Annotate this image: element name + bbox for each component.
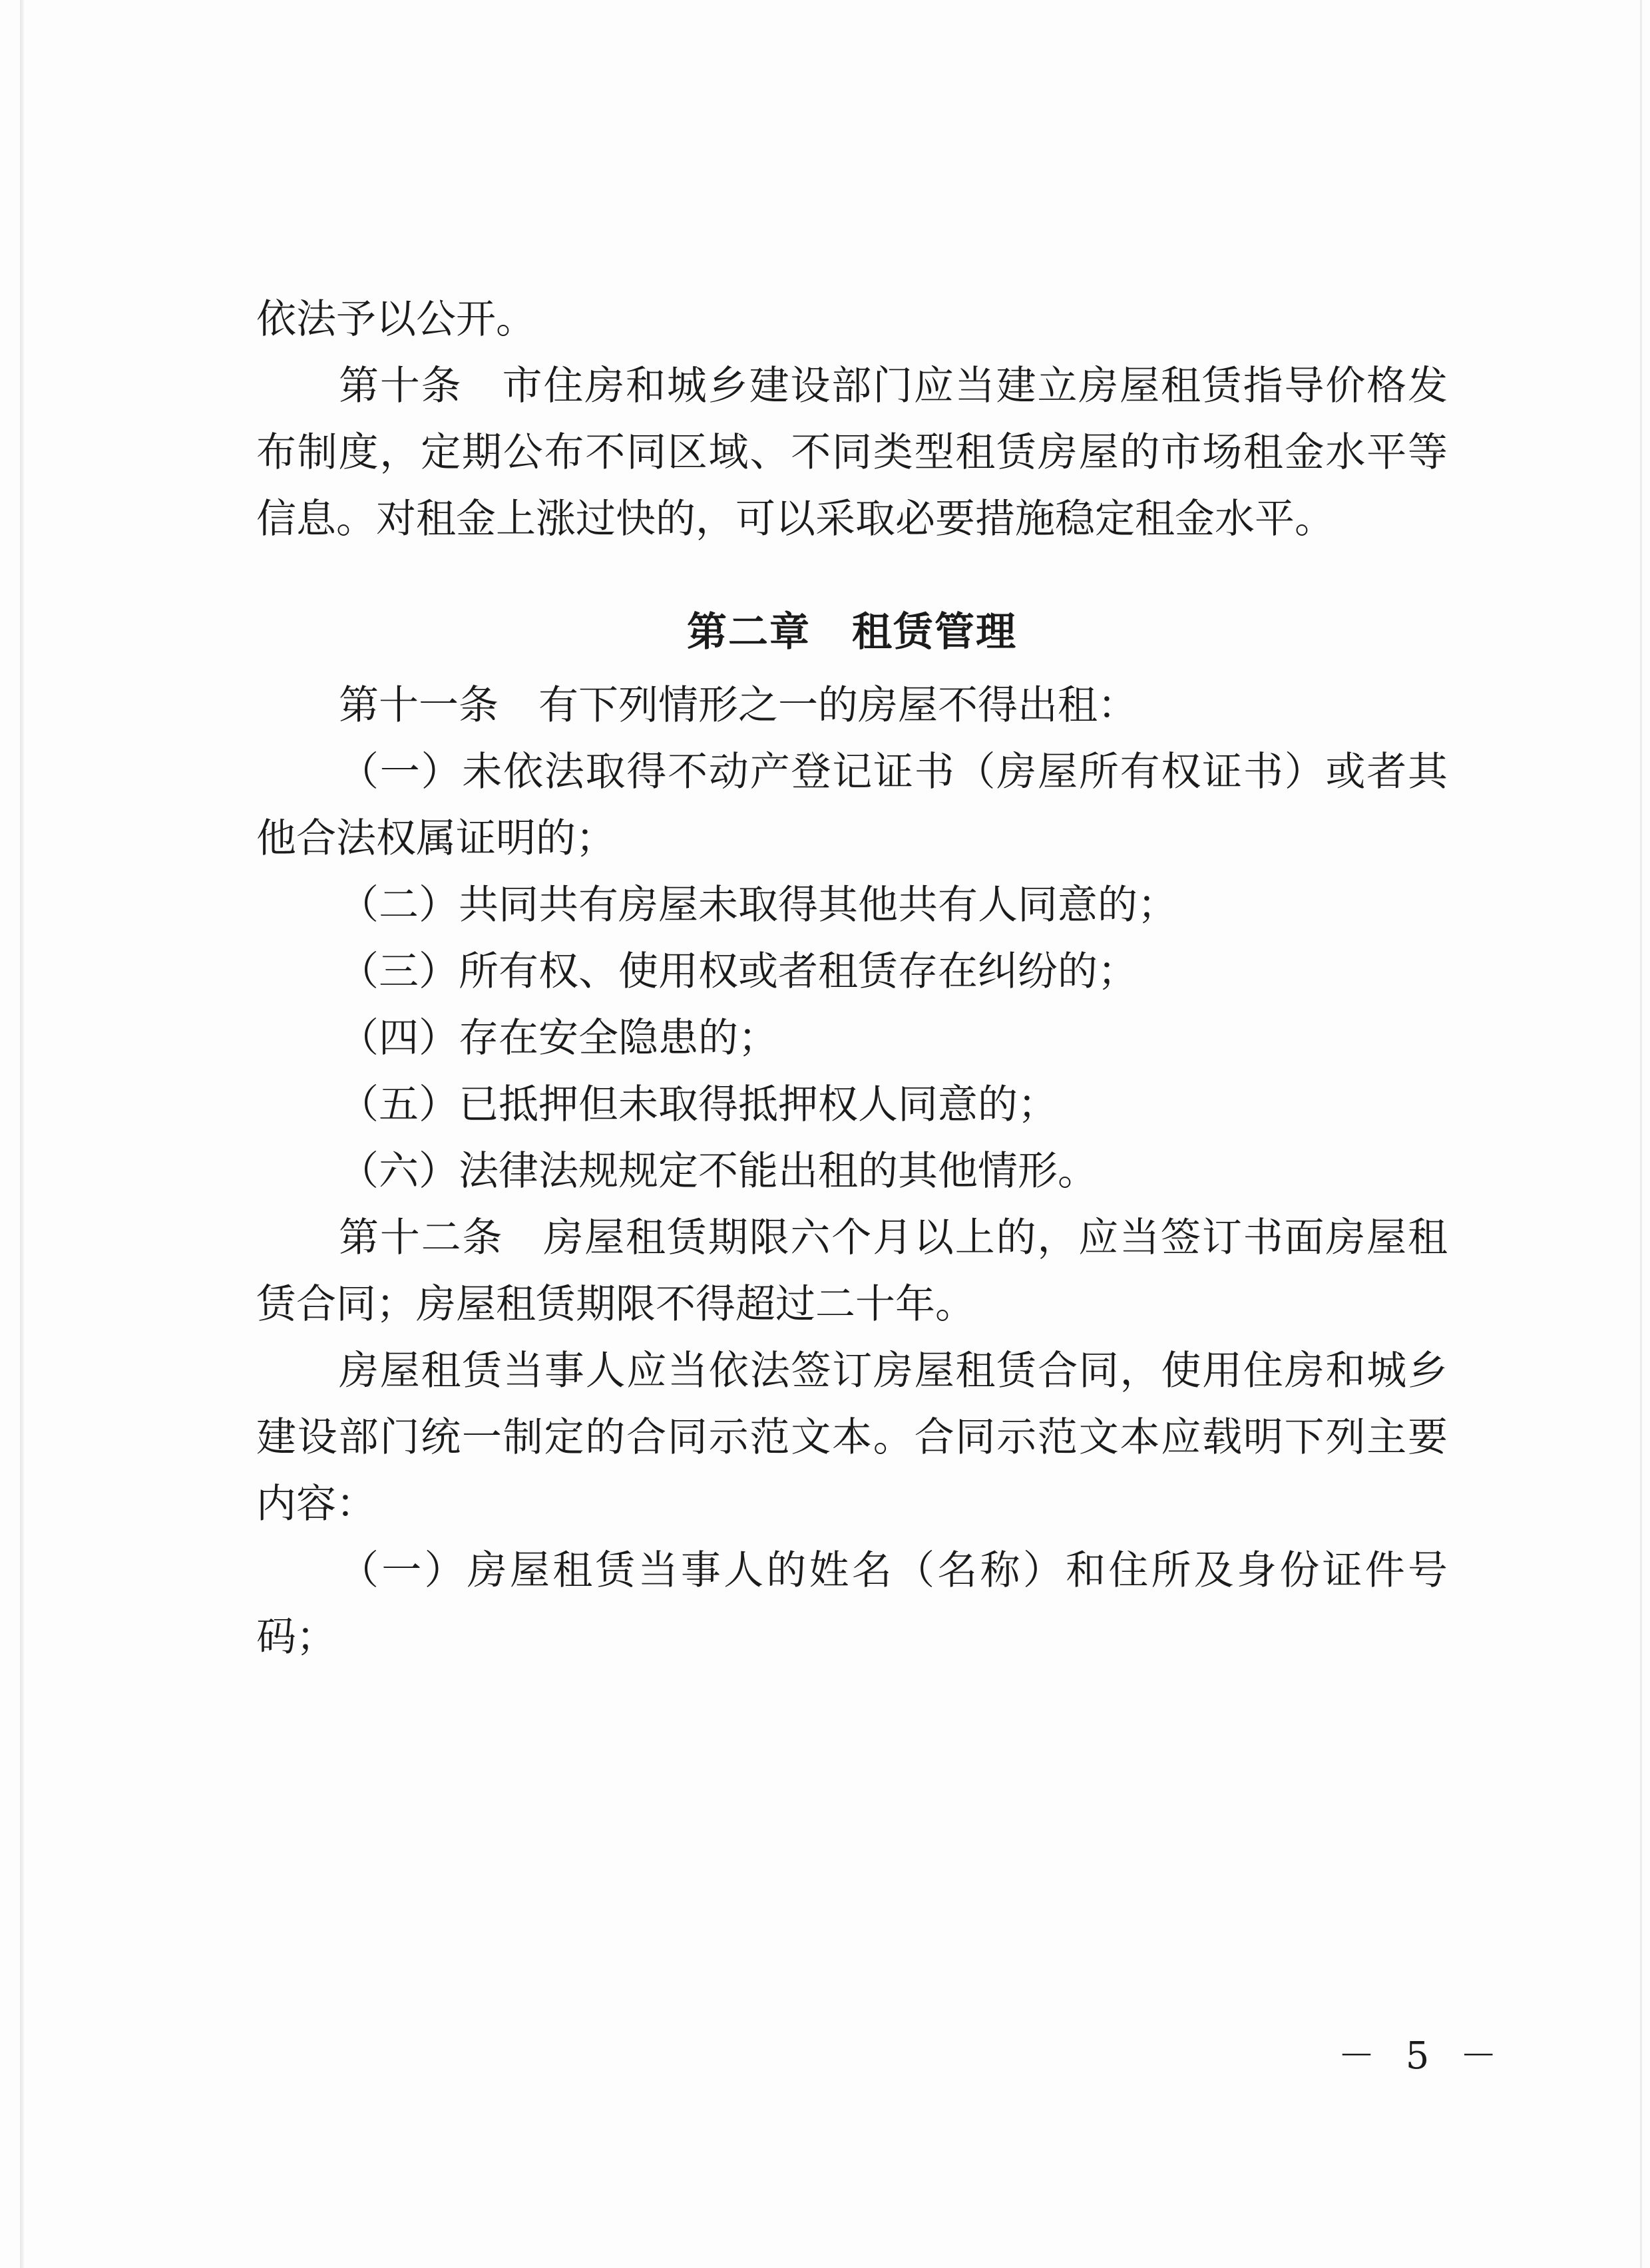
list-item: （一）房屋租赁当事人的姓名（名称）和住所及身份证件号码； — [256, 1547, 1448, 1660]
article-text: 房屋租赁期限六个月以上的，应当签订书面房屋租赁合同；房屋租赁期限不得超过二十年。 — [256, 1215, 1448, 1328]
article-number: 第十一条 — [339, 682, 499, 729]
paragraph: 依法予以公开。 — [256, 296, 536, 343]
article-paragraph — [256, 353, 1448, 552]
list-item: （六）法律法规规定不能出租的其他情形。 — [339, 1148, 1098, 1195]
document-body — [256, 286, 1448, 1670]
article-paragraph — [256, 672, 1448, 739]
article-number: 第十二条 — [339, 1215, 504, 1261]
list-item: （一）未依法取得不动产登记证书（房屋所有权证书）或者其他合法权属证明的； — [256, 749, 1448, 862]
list-item: （三）所有权、使用权或者租赁存在纠纷的； — [339, 948, 1137, 995]
scan-edge-left — [20, 0, 24, 2268]
article-text: 有下列情形之一的房屋不得出租： — [538, 682, 1137, 729]
chapter-heading: 第二章 租赁管理 — [687, 609, 1017, 656]
article-text: 市住房和城乡建设部门应当建立房屋租赁指导价格发布制度，定期公布不同区域、不同类型租赁房屋的市场租金水平等信息。对租金上涨过快的，可以采取必要措施稳定租金水平。 — [256, 363, 1448, 542]
list-item: （四）存在安全隐患的； — [339, 1015, 778, 1061]
page-number: － 5 － — [1338, 2034, 1507, 2078]
scan-edge-right — [1640, 0, 1642, 2268]
article-number: 第十条 — [339, 363, 463, 409]
list-item: （五）已抵押但未取得抵押权人同意的； — [339, 1081, 1058, 1128]
list-item: （二）共同共有房屋未取得其他共有人同意的； — [339, 882, 1177, 928]
article-paragraph — [256, 1205, 1448, 1338]
paragraph: 房屋租赁当事人应当依法签订房屋租赁合同，使用住房和城乡建设部门统一制定的合同示范文本。合同示范文本应载明下列主要内容： — [256, 1348, 1448, 1527]
